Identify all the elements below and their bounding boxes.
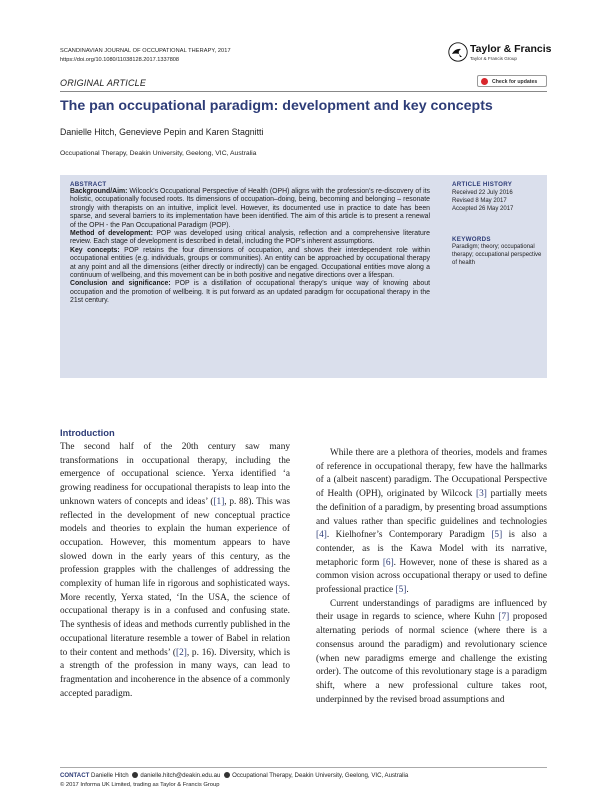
history-revised: Revised 8 May 2017 <box>452 198 507 205</box>
crossmark-icon <box>481 78 488 85</box>
contact-address: Occupational Therapy, Deakin University, Geelong, VIC, Australia <box>232 772 409 779</box>
publisher-logo[interactable] <box>448 42 552 64</box>
keywords-list: Paradigm; theory; occupational therapy; occupational perspective of health <box>452 244 542 267</box>
contact-name: Danielle Hitch <box>91 772 129 779</box>
body-paragraph: The second half of the 20th century saw many transformations in occupational therapy, including the emergence of occupational science. Yerxa identified ‘a growing readiness for occupational therapists to leap into the unknown waters of concepts and ideas’ ([1], p. 88). This was reflected in the development of new conceptual practice models and theories to explain the human experience of occupation. However, this momentum appears to have slowed down in the early years of this century, as the profession grapples with the challenges of addressing the complexity of human life in rigorous and sophisticated ways. More recently, Yerxa stated, ‘In the USA, the science of occupational therapy is in a confused and confusing state. The synthesis of ideas and methods currently published in the occupational literature resemble a tower of Babel in relation to their content and methods’ ([2], p. 16). Diversity, which is a strength of the profession in many ways, can lead to fragmentation and incoherence in the absence of a commonly accepted paradigm. <box>60 442 290 699</box>
article-title: The pan occupational paradigm: development and key concepts <box>60 98 493 114</box>
abstract-concepts: Key concepts: POP retains the four dimensions of occupation, and shows their interdependent role within occupational entities (e.g. individuals, groups or communities). An entity can be approached by occupational therapy at any point and all the dimensions (either directly or indirectly) can be engaged. Occupational entities move along a continuum of wellbeing, and this movement can be in both positive and negative directions over a lifespan. <box>70 246 430 280</box>
history-heading: ARTICLE HISTORY <box>452 181 513 188</box>
history-received: Received 22 July 2016 <box>452 190 513 196</box>
footer-divider <box>60 767 547 768</box>
history-accepted: Accepted 26 May 2017 <box>452 206 514 213</box>
article-authors: Danielle Hitch, Genevieve Pepin and Karen Stagnitti <box>60 127 264 137</box>
abstract-method: Method of development: POP was developed using critical analysis, reflection and a comprehensive literature review. Each stage of development is described in detail, including the POP’s inherent assumptions. <box>70 230 430 246</box>
check-updates-button[interactable] <box>477 75 547 87</box>
abstract-heading: ABSTRACT <box>70 181 107 188</box>
body-column-left <box>60 441 290 701</box>
check-updates-label: Check for updates <box>492 79 538 85</box>
contact-line <box>60 772 408 779</box>
doi-link[interactable]: https://doi.org/10.1080/11038128.2017.1337808 <box>60 57 180 63</box>
citation-link[interactable]: [1] <box>213 496 225 507</box>
keywords-heading: KEYWORDS <box>452 236 491 243</box>
citation-link[interactable]: [5] <box>395 585 407 596</box>
taylor-francis-bird-icon <box>448 42 468 62</box>
header-divider <box>60 91 547 92</box>
abstract-conclusion: Conclusion and significance: POP is a distillation of occupational therapy’s unique way of knowing about occupation and the promotion of wellbeing. It is put forward as an updated paradigm for occupational therapy in the 21st century. <box>70 280 430 305</box>
publisher-group: Taylor & Francis Group <box>470 56 517 61</box>
contact-label: CONTACT <box>60 772 90 779</box>
body-paragraph: While there are a plethora of theories, models and frames of reference in occupational therapy, few have the hallmarks of a (albeit nascent) paradigm. The Occupational Perspective of Health (OPH), originated by Wilcock [3] partially meets the definition of a paradigm, by presenting broad assumptions and values rather than specific guidelines and technologies [4]. Kielhofner’s Contemporary Paradigm [5] is also a contender, as is the Kawa Model with its narrative, metaphoric form [6]. However, none of these is shared as a common vision across occupational therapy or used to define professional practice [5]. <box>316 448 547 596</box>
article-history <box>452 189 513 214</box>
citation-link[interactable]: [2] <box>175 647 187 658</box>
journal-name: SCANDINAVIAN JOURNAL OF OCCUPATIONAL THERAPY, 2017 <box>60 48 231 54</box>
body-column-right <box>316 447 547 707</box>
citation-link[interactable]: [3] <box>476 489 487 500</box>
abstract-background: Background/Aim: Wilcock’s Occupational Perspective of Health (OPH) aligns with the profession’s re-discovery of its holistic, occupationally focused roots. Its dimensions of occupation–doing, being, becoming and belonging – resonate strongly with therapists on an intuitive, implicit level. However, its documented use in practice to date has been sparse, and several barriers to its implementation have been identified. The aim of this article is to present a renewal of the OPH - the Pan Occupational Paradigm (POP). <box>70 188 430 229</box>
email-icon <box>132 772 138 778</box>
citation-link[interactable]: [6] <box>382 557 394 568</box>
address-icon <box>224 772 230 778</box>
publisher-name: Taylor & Francis <box>470 43 552 55</box>
contact-email[interactable]: danielle.hitch@deakin.edu.au <box>140 772 221 779</box>
citation-link[interactable]: [5] <box>491 530 503 541</box>
article-section: ORIGINAL ARTICLE <box>60 78 147 88</box>
introduction-heading: Introduction <box>60 427 115 438</box>
citation-link[interactable]: [4] <box>316 530 327 541</box>
citation-link[interactable]: [7] <box>498 612 510 623</box>
abstract-body <box>70 188 430 306</box>
article-affiliation: Occupational Therapy, Deakin University, Geelong, VIC, Australia <box>60 150 257 157</box>
body-paragraph: Current understandings of paradigms are influenced by their usage in regards to science, where Kuhn [7] proposed alternating periods of normal science (where there is a consensus around the paradigm) and revolutionary science (when new paradigms emerge and challenge the existing order). The outcome of this revolutionary stage is a paradigm shift, where a new professional culture takes root, underpinned by the revised broad assumptions and <box>316 598 547 705</box>
copyright-notice: © 2017 Informa UK Limited, trading as Taylor & Francis Group <box>60 782 220 788</box>
